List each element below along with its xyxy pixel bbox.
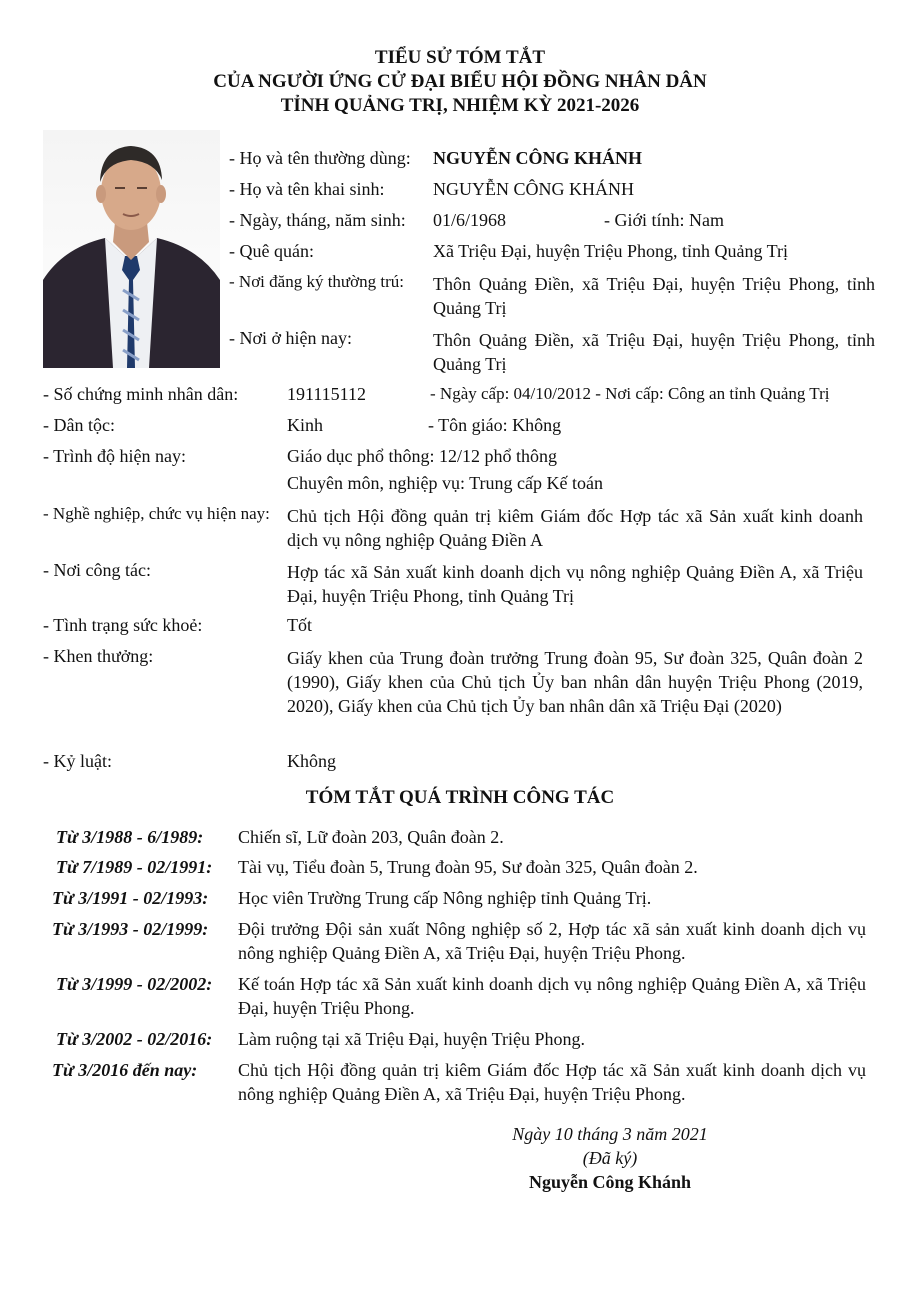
birth-name-label: - Họ và tên khai sinh: bbox=[229, 179, 385, 199]
job-value: Chủ tịch Hội đồng quản trị kiêm Giám đốc Hợp tác xã Sản xuất kinh doanh dịch vụ nông nghiệp Quảng Điền A bbox=[287, 506, 863, 550]
common-name-value: NGUYỄN CÔNG KHÁNH bbox=[433, 148, 643, 168]
career-period: Từ 3/1991 - 02/1993: bbox=[52, 888, 209, 908]
awards-label: - Khen thưởng: bbox=[43, 646, 154, 666]
career-description: Chiến sĩ, Lữ đoàn 203, Quân đoàn 2. bbox=[238, 827, 504, 847]
hometown-label: - Quê quán: bbox=[229, 241, 314, 261]
ethnicity-value: Kinh bbox=[287, 415, 323, 435]
workplace-value: Hợp tác xã Sản xuất kinh doanh dịch vụ nông nghiệp Quảng Điền A, xã Triệu Đại, huyện Triệu Phong, tỉnh Quảng Trị bbox=[287, 562, 863, 606]
career-description: Kế toán Hợp tác xã Sản xuất kinh doanh dịch vụ nông nghiệp Quảng Điền A, xã Triệu Đại, huyện Triệu Phong. bbox=[238, 974, 866, 1018]
career-section-title: TÓM TẮT QUÁ TRÌNH CÔNG TÁC bbox=[305, 787, 615, 808]
education-general-value: Giáo dục phổ thông: 12/12 phổ thông bbox=[287, 446, 557, 466]
education-label: - Trình độ hiện nay: bbox=[43, 446, 187, 466]
id-issue-value: - Ngày cấp: 04/10/2012 - Nơi cấp: Công an tỉnh Quảng Trị bbox=[430, 384, 830, 403]
job-label: - Nghề nghiệp, chức vụ hiện nay: bbox=[43, 504, 270, 523]
career-description: Đội trưởng Đội sản xuất Nông nghiệp số 2, Hợp tác xã sản xuất kinh doanh dịch vụ nông nghiệp Quảng Điền A, xã Triệu Đại, huyện Triệu Phong. bbox=[238, 919, 866, 963]
id-label: - Số chứng minh nhân dân: bbox=[43, 384, 239, 404]
permanent-address-label: - Nơi đăng ký thường trú: bbox=[229, 272, 404, 291]
dob-value: 01/6/1968 bbox=[433, 210, 507, 230]
common-name-label: - Họ và tên thường dùng: bbox=[229, 148, 411, 168]
document-title: TIỂU SỬ TÓM TẮT bbox=[374, 47, 546, 68]
id-value: 191115112 bbox=[287, 384, 366, 404]
career-period: Từ 3/2002 - 02/2016: bbox=[56, 1029, 213, 1049]
career-description: Tài vụ, Tiểu đoàn 5, Trung đoàn 95, Sư đoàn 325, Quân đoàn 2. bbox=[238, 857, 698, 877]
current-address-label: - Nơi ở hiện nay: bbox=[229, 328, 353, 348]
health-value: Tốt bbox=[287, 615, 312, 635]
career-period: Từ 3/1999 - 02/2002: bbox=[56, 974, 213, 994]
religion-value: - Tôn giáo: Không bbox=[428, 415, 562, 435]
ethnicity-label: - Dân tộc: bbox=[43, 415, 115, 435]
discipline-value: Không bbox=[287, 751, 336, 771]
signature-name: Nguyễn Công Khánh bbox=[528, 1172, 692, 1192]
signature-date: Ngày 10 tháng 3 năm 2021 bbox=[512, 1124, 708, 1144]
document-subtitle: CỦA NGƯỜI ỨNG CỬ ĐẠI BIỂU HỘI ĐỒNG NHÂN DÂN bbox=[213, 71, 707, 92]
career-description: Làm ruộng tại xã Triệu Đại, huyện Triệu Phong. bbox=[238, 1029, 585, 1049]
career-period: Từ 3/1988 - 6/1989: bbox=[56, 827, 204, 847]
dob-label: - Ngày, tháng, năm sinh: bbox=[229, 210, 406, 230]
health-label: - Tình trạng sức khoẻ: bbox=[43, 615, 203, 635]
workplace-label: - Nơi công tác: bbox=[43, 560, 151, 580]
hometown-value: Xã Triệu Đại, huyện Triệu Phong, tỉnh Quảng Trị bbox=[433, 241, 789, 261]
discipline-label: - Kỷ luật: bbox=[43, 751, 112, 771]
awards-value: Giấy khen của Trung đoàn trưởng Trung đoàn 95, Sư đoàn 325, Quân đoàn 2 (1990), Giấy khen của Chủ tịch Ủy ban nhân dân huyện Triệu Phong (2019, 2020), Giấy khen của Chủ tịch Ủy ban nhân dân xã Triệu Đại (2020) bbox=[287, 648, 863, 716]
candidate-photo bbox=[43, 130, 220, 368]
career-description: Học viên Trường Trung cấp Nông nghiệp tỉnh Quảng Trị. bbox=[238, 888, 652, 908]
signature-status: (Đã ký) bbox=[582, 1148, 638, 1168]
education-professional-value: Chuyên môn, nghiệp vụ: Trung cấp Kế toán bbox=[287, 473, 603, 493]
career-period: Từ 3/2016 đến nay: bbox=[52, 1060, 198, 1080]
current-address-value: Thôn Quảng Điền, xã Triệu Đại, huyện Triệu Phong, tỉnh Quảng Trị bbox=[433, 330, 875, 374]
document-term: TỈNH QUẢNG TRỊ, NHIỆM KỲ 2021-2026 bbox=[280, 95, 640, 116]
career-period: Từ 7/1989 - 02/1991: bbox=[56, 857, 213, 877]
career-description: Chủ tịch Hội đồng quản trị kiêm Giám đốc Hợp tác xã Sản xuất kinh doanh dịch vụ nông nghiệp Quảng Điền A, xã Triệu Đại, huyện Triệu Phong. bbox=[238, 1060, 866, 1104]
gender-value: - Giới tính: Nam bbox=[604, 210, 725, 230]
career-period: Từ 3/1993 - 02/1999: bbox=[52, 919, 209, 939]
birth-name-value: NGUYỄN CÔNG KHÁNH bbox=[433, 179, 634, 199]
permanent-address-value: Thôn Quảng Điền, xã Triệu Đại, huyện Triệu Phong, tỉnh Quảng Trị bbox=[433, 274, 875, 318]
